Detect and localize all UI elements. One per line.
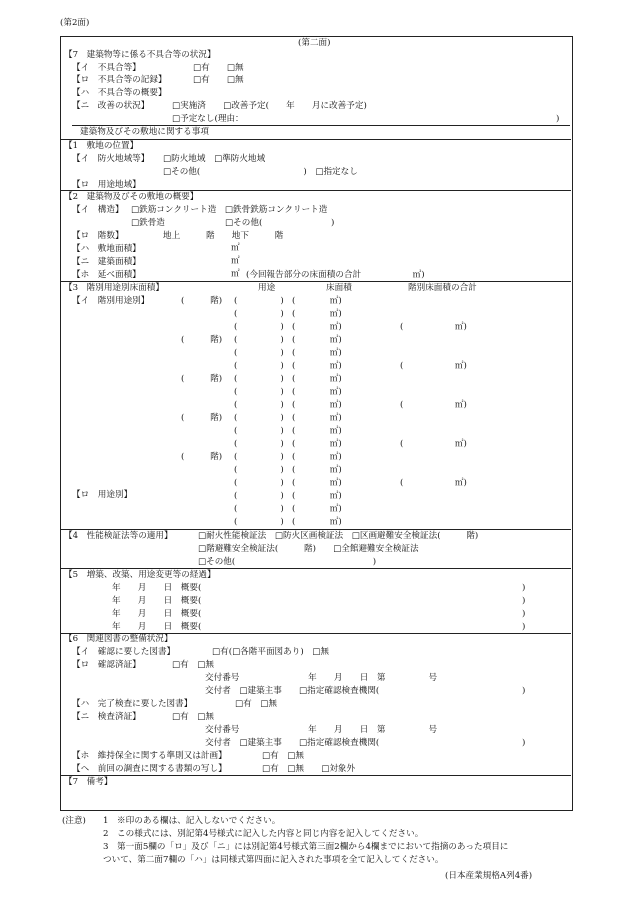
- area-field: ( ㎡): [292, 361, 342, 371]
- use-field: ( ): [234, 374, 284, 384]
- s7-b-label: 【ロ 不具合等の記録】: [72, 75, 167, 85]
- s5-row-close: ): [522, 583, 526, 593]
- s6-heading: 【6 関連図書の整備状況】: [64, 634, 173, 644]
- s2-a-options[interactable]: □鉄筋コンクリート造 □鉄骨鉄筋コンクリート造: [131, 205, 328, 215]
- page-label: (第2面): [60, 18, 90, 28]
- s6-f-options[interactable]: □有 □無 □対象外: [262, 764, 356, 774]
- floor-total-field: ( ㎡): [400, 322, 467, 332]
- area-field: ( ㎡): [292, 504, 342, 514]
- use-field: ( ): [234, 504, 284, 514]
- divider: [60, 281, 571, 282]
- s3-b-label: 【ロ 用途別】: [72, 490, 133, 500]
- s5-row: 年 月 日 概要(: [112, 609, 202, 619]
- s6-d-options[interactable]: □有 □無: [172, 712, 215, 722]
- s2-a-label: 【イ 構造】: [72, 205, 124, 215]
- s5-row: 年 月 日 概要(: [112, 596, 202, 606]
- use-field: ( ): [234, 426, 284, 436]
- floor-label: ( 階): [181, 452, 223, 462]
- s4-options-1[interactable]: □耐火性能検証法 □防火区画検証法 □区画避難安全検証法( 階): [198, 531, 479, 541]
- note-1: 1 ※印のある欄は、記入しないでください。: [103, 816, 281, 826]
- s6-a-label: 【イ 確認に要した図書】: [72, 647, 176, 657]
- s6-c-options[interactable]: □有 □無: [235, 699, 278, 709]
- floor-total-field: ( ㎡): [400, 439, 467, 449]
- s1-a-options-2[interactable]: □その他( ) □指定なし: [163, 167, 358, 177]
- area-field: ( ㎡): [292, 309, 342, 319]
- area-field: ( ㎡): [292, 426, 342, 436]
- divider: [60, 529, 571, 530]
- area-field: ( ㎡): [292, 335, 342, 345]
- s6-d-close: ): [522, 738, 526, 748]
- s2-heading: 【2 建築物及びその敷地の概要】: [64, 192, 199, 202]
- s5-row-close: ): [522, 622, 526, 632]
- s7-heading: 【7 建築物等に係る不具合等の状況】: [64, 50, 216, 60]
- s7-d-label: 【ニ 改善の状況】: [72, 101, 150, 111]
- s2-e-note: (今回報告部分の床面積の合計 ㎡): [246, 270, 425, 280]
- s6-d-label: 【ニ 検査済証】: [72, 712, 141, 722]
- area-field: ( ㎡): [292, 400, 342, 410]
- use-field: ( ): [234, 322, 284, 332]
- s2-c-unit: ㎡: [231, 243, 240, 253]
- floor-total-field: ( ㎡): [400, 361, 467, 371]
- form-title: (第二面): [298, 38, 331, 48]
- use-field: ( ): [234, 296, 284, 306]
- notes-label: (注意): [62, 816, 86, 826]
- floor-label: ( 階): [181, 335, 223, 345]
- divider: [60, 139, 571, 140]
- use-field: ( ): [234, 400, 284, 410]
- s2-b-value: 地上 階 地下 階: [163, 231, 284, 241]
- s2-d-label: 【ニ 建築面積】: [72, 257, 141, 267]
- divider: [60, 775, 571, 776]
- s7b-heading: 【7 備考】: [64, 777, 113, 787]
- s6-c-label: 【ハ 完了検査に要した図書】: [72, 699, 193, 709]
- s6-b-close: ): [522, 686, 526, 696]
- use-field: ( ): [234, 465, 284, 475]
- s6-e-options[interactable]: □有 □無: [262, 751, 305, 761]
- floor-label: ( 階): [181, 296, 223, 306]
- s5-row: 年 月 日 概要(: [112, 622, 202, 632]
- area-field: ( ㎡): [292, 465, 342, 475]
- s1-a-options[interactable]: □防火地域 □準防火地域: [163, 154, 266, 164]
- use-field: ( ): [234, 348, 284, 358]
- s2-e-unit: ㎡: [231, 269, 240, 279]
- s6-b-number: 交付番号 年 月 日 第 号: [205, 673, 438, 683]
- note-3-cont: ついて、第二面7欄の「ハ」は同様式第四面に記入された事項を全て記入してください。: [103, 855, 444, 865]
- use-field: ( ): [234, 478, 284, 488]
- use-field: ( ): [234, 517, 284, 527]
- s6-d-number: 交付番号 年 月 日 第 号: [205, 725, 438, 735]
- part-heading: 建築物及びその敷地に関する事項: [80, 127, 209, 137]
- s7-b-options[interactable]: □有 □無: [193, 75, 244, 85]
- use-field: ( ): [234, 491, 284, 501]
- s3-a-label: 【イ 階別用途別】: [72, 296, 150, 306]
- s3-col-area: 床面積: [326, 283, 352, 293]
- s7-a-options[interactable]: □有 □無: [193, 63, 244, 73]
- s6-b-issuer[interactable]: 交付者 □建築主事 □指定確認検査機関(: [205, 686, 380, 696]
- s4-options-3[interactable]: □その他( ): [198, 557, 377, 567]
- s5-heading: 【5 増築、改築、用途変更等の経過】: [64, 570, 216, 580]
- use-field: ( ): [234, 335, 284, 345]
- divider: [72, 125, 570, 126]
- divider: [60, 190, 571, 191]
- s6-d-issuer[interactable]: 交付者 □建築主事 □指定確認検査機関(: [205, 738, 380, 748]
- s6-b-label: 【ロ 確認済証】: [72, 660, 141, 670]
- s3-heading: 【3 階別用途別床面積】: [64, 283, 164, 293]
- s7-d-options[interactable]: □実施済 □改善予定( 年 月に改善予定): [172, 101, 367, 111]
- footer-spec: (日本産業規格A列4番): [445, 871, 533, 881]
- floor-label: ( 階): [181, 374, 223, 384]
- area-field: ( ㎡): [292, 413, 342, 423]
- note-2: 2 この様式には、別記第4号様式に記入した内容と同じ内容を記入してください。: [103, 829, 424, 839]
- s3-col-use: 用途: [258, 283, 276, 293]
- s5-row-close: ): [522, 596, 526, 606]
- use-field: ( ): [234, 439, 284, 449]
- area-field: ( ㎡): [292, 387, 342, 397]
- floor-total-field: ( ㎡): [400, 478, 467, 488]
- use-field: ( ): [234, 361, 284, 371]
- area-field: ( ㎡): [292, 478, 342, 488]
- area-field: ( ㎡): [292, 452, 342, 462]
- s2-a-options-2[interactable]: □鉄骨造 □その他( ): [131, 218, 335, 228]
- note-3: 3 第一面5欄の「ロ」及び「ニ」には別記第4号様式第三面2欄から4欄までにおいて指摘のあった項目に: [103, 842, 509, 852]
- s7-d-options-2[interactable]: □予定なし(理由：: [172, 114, 244, 124]
- divider: [60, 568, 571, 569]
- s4-heading: 【4 性能検証法等の適用】: [64, 531, 173, 541]
- use-field: ( ): [234, 413, 284, 423]
- s1-heading: 【1 敷地の位置】: [64, 141, 139, 151]
- s3-col-total: 階別床面積の合計: [408, 283, 477, 293]
- area-field: ( ㎡): [292, 374, 342, 384]
- s7-c-label: 【ハ 不具合等の概要】: [72, 88, 167, 98]
- s1-b-label: 【ロ 用途地域】: [72, 180, 141, 190]
- area-field: ( ㎡): [292, 322, 342, 332]
- area-field: ( ㎡): [292, 348, 342, 358]
- s7-a-label: 【イ 不具合等】: [72, 63, 141, 73]
- s5-row: 年 月 日 概要(: [112, 583, 202, 593]
- area-field: ( ㎡): [292, 296, 342, 306]
- s7-d-close: ): [556, 114, 560, 124]
- s2-e-label: 【ホ 延べ面積】: [72, 270, 141, 280]
- use-field: ( ): [234, 452, 284, 462]
- s4-options-2[interactable]: □階避難安全検証法( 階) □全館避難安全検証法: [198, 544, 419, 554]
- s6-e-label: 【ホ 維持保全に関する準則又は計画】: [72, 751, 227, 761]
- floor-label: ( 階): [181, 413, 223, 423]
- use-field: ( ): [234, 387, 284, 397]
- s5-row-close: ): [522, 609, 526, 619]
- area-field: ( ㎡): [292, 491, 342, 501]
- s6-a-options[interactable]: □有(□各階平面図あり) □無: [212, 647, 330, 657]
- floor-total-field: ( ㎡): [400, 400, 467, 410]
- s1-a-label: 【イ 防火地域等】: [72, 154, 150, 164]
- s6-b-options[interactable]: □有 □無: [172, 660, 215, 670]
- use-field: ( ): [234, 309, 284, 319]
- s2-d-unit: ㎡: [231, 256, 240, 266]
- s2-c-label: 【ハ 敷地面積】: [72, 244, 141, 254]
- area-field: ( ㎡): [292, 439, 342, 449]
- area-field: ( ㎡): [292, 517, 342, 527]
- s6-f-label: 【ヘ 前回の調査に関する書類の写し】: [72, 764, 227, 774]
- s2-b-label: 【ロ 階数】: [72, 231, 124, 241]
